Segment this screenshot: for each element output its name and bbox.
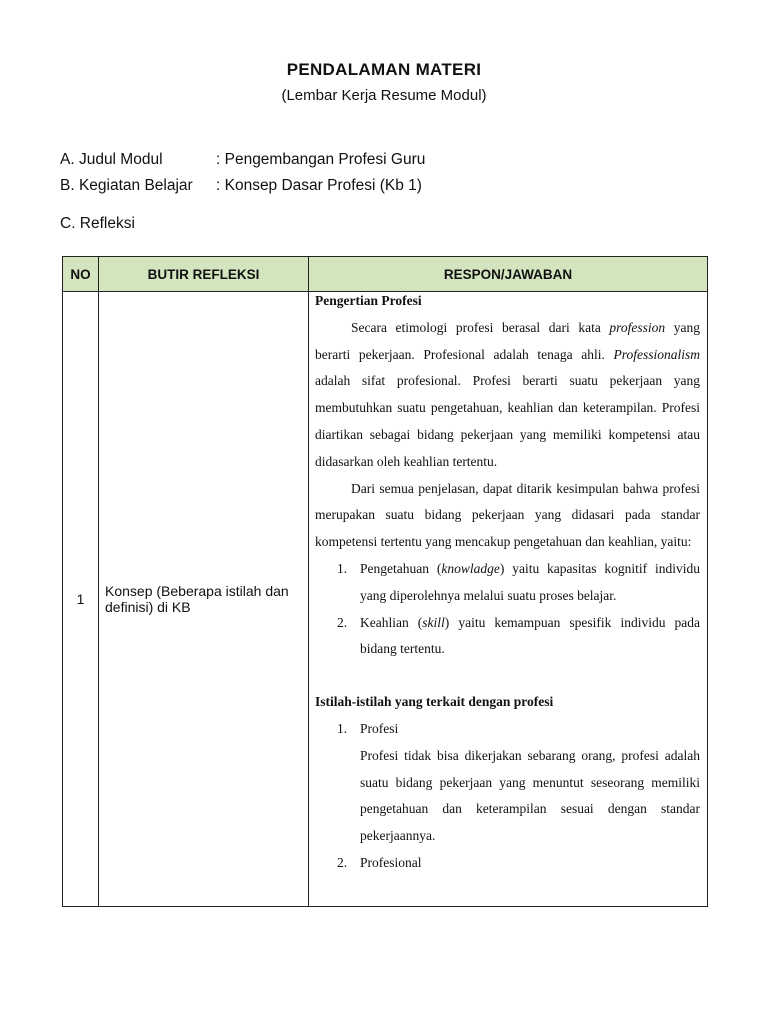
- text-run: Keahlian (: [360, 614, 423, 630]
- italic-term: profession: [609, 319, 666, 335]
- list-number: 1.: [337, 720, 348, 736]
- col-header-butir: BUTIR REFLEKSI: [99, 257, 309, 292]
- term-label: Profesi: [360, 720, 399, 736]
- document-title: PENDALAMAN MATERI: [286, 60, 482, 79]
- list-item: [315, 850, 700, 877]
- text-run: ) yaitu kemampuan spesifik individu pada bidang tertentu.: [360, 614, 700, 657]
- term-label: Profesional: [360, 854, 422, 870]
- list-number: 1.: [337, 560, 348, 576]
- row-number: 1: [63, 292, 99, 907]
- module-title-value: : Pengembangan Profesi Guru: [216, 151, 426, 168]
- spacer: [315, 663, 700, 689]
- response-heading-definition: Pengertian Profesi: [315, 293, 422, 308]
- col-header-no: NO: [63, 257, 99, 292]
- table-row: [63, 292, 708, 907]
- learning-activity-value: : Konsep Dasar Profesi (Kb 1): [216, 177, 422, 194]
- document-subtitle: (Lembar Kerja Resume Modul): [281, 87, 487, 104]
- reflection-heading: C. Refleksi: [60, 215, 135, 232]
- table-header-row: [63, 257, 708, 292]
- text-run: ) yaitu kapasitas kognitif individu yang diperolehnya melalui suatu proses belajar.: [360, 560, 700, 603]
- definition-paragraph: [315, 315, 700, 476]
- list-item: [315, 716, 700, 743]
- list-item: [315, 556, 700, 610]
- text-run: Pengetahuan (: [360, 560, 442, 576]
- list-number: 2.: [337, 854, 348, 870]
- list-item: [315, 610, 700, 664]
- conclusion-paragraph: Dari semua penjelasan, dapat ditarik kesimpulan bahwa profesi merupakan suatu bidang pekerjaan yang didasari pada standar kompetensi tertentu yang mencakup pengetahuan dan keahlian, yaitu:: [315, 480, 700, 550]
- reflection-table: [62, 256, 708, 907]
- response-cell: [309, 292, 708, 907]
- text-run: adalah sifat profesional. Profesi berarti suatu pekerjaan yang membutuhkan suatu pengetahuan, keahlian dan keterampilan. Profesi diartikan sebagai bidang pekerjaan yang memiliki kompetensi atau didasarkan oleh keahlian tertentu.: [315, 373, 700, 469]
- term-description: Profesi tidak bisa dikerjakan sebarang orang, profesi adalah suatu bidang pekerjaan yang menuntut seseorang memiliki pengetahuan dan keterampilan sesuai dengan standar pekerjaannya.: [360, 747, 700, 844]
- module-title-row: [60, 151, 426, 169]
- text-run: Secara etimologi profesi berasal dari kata: [351, 319, 610, 335]
- italic-term: skill: [422, 614, 445, 630]
- italic-term: knowladge: [441, 560, 500, 576]
- response-heading-terms: Istilah-istilah yang terkait dengan profesi: [315, 694, 554, 710]
- module-title-label: A. Judul Modul: [60, 151, 163, 168]
- italic-term: Professionalism: [613, 346, 700, 362]
- text-run: yang berarti pekerjaan. Profesional adalah tenaga ahli.: [315, 319, 700, 362]
- col-header-respon: RESPON/JAWABAN: [309, 257, 708, 292]
- reflection-item: Konsep (Beberapa istilah dan definisi) di KB: [99, 292, 309, 907]
- learning-activity-label: B. Kegiatan Belajar: [60, 177, 193, 194]
- learning-activity-row: [60, 177, 422, 195]
- list-number: 2.: [337, 614, 348, 630]
